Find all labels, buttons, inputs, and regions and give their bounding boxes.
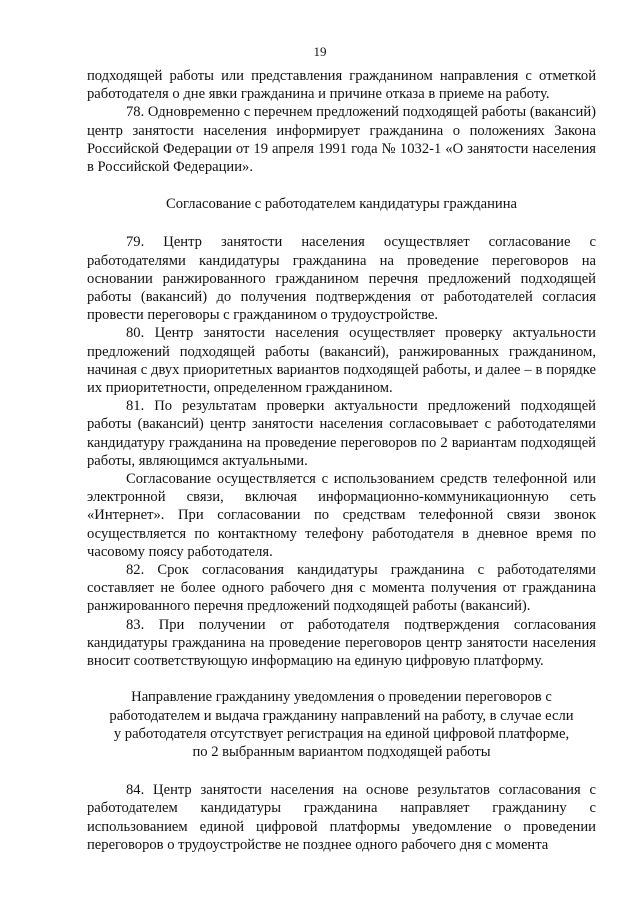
document-body [87,67,596,854]
paragraph-80: 80. Центр занятости населения осуществляет проверку актуальности предложений подходящей работы (вакансий), ранжированных гражданином, начиная с двух приоритетных вариантов подходящей работы, и далее – в порядке их приоритетности, определенном гражданином. [87,325,596,397]
page-number: 19 [313,44,327,59]
heading-line: работодателем и выдача гражданину направлений на работу, в случае если [109,707,574,724]
paragraph-82: 82. Срок согласования кандидатуры гражданина с работодателями составляет не более одного рабочего дня с момента получения от гражданина ранжированного перечня предложений подходящей работы (вакансий). [87,562,596,615]
paragraph-81-approval-means: Согласование осуществляется с использованием средств телефонной или электронной связи, включая информационно-коммуникационную сеть «Интернет». При согласовании по средствам телефонной связи звонок осуществляется по контактному телефону работодателя в дневное время по часовому поясу работодателя. [87,471,596,560]
paragraph-79: 79. Центр занятости населения осуществляет согласование с работодателями кандидатуры гражданина на проведение переговоров на основании ранжированного гражданином перечня предложений подходящей работы (вакансий) до получения подтверждения от работодателей согласия провести переговоры с гражданином о трудоустройстве. [87,234,596,324]
heading-line: Направление гражданину уведомления о проведении переговоров с [131,689,552,706]
section-heading-approval: Согласование с работодателем кандидатуры гражданина [165,196,518,213]
paragraph-84: 84. Центр занятости населения на основе результатов согласования с работодателем кандидатуры гражданина направляет гражданину с использованием единой цифровой платформы уведомление о проведении переговоров о трудоустройстве не позднее одного рабочего дня с момента [87,782,596,853]
paragraph-81: 81. По результатам проверки актуальности предложений подходящей работы (вакансий) центр занятости населения согласовывает с работодателями кандидатуру гражданина на проведение переговоров по 2 вариантам подходящей работы, являющимся актуальными. [87,398,596,469]
paragraph-83: 83. При получении от работодателя подтверждения согласования кандидатуры гражданина на проведение переговоров центр занятости населения вносит соответствующую информацию на единую цифровую платформу. [87,616,596,670]
paragraph-78: 78. Одновременно с перечнем предложений подходящей работы (вакансий) центр занятости населения информирует гражданина о положениях Закона Российской Федерации от 19 апреля 1991 года № 1032-1 «О занятости населения в Российской Федерации». [87,104,596,176]
section-heading-notification [87,688,596,761]
paragraph-continuation: подходящей работы или представления гражданином направления с отметкой работодателя о дне явки гражданина и причине отказа в приеме на работу. [87,68,596,103]
heading-line: по 2 выбранным вариантом подходящей работы [192,743,491,760]
heading-line: у работодателя отсутствует регистрация на единой цифровой платформе, [113,725,570,742]
